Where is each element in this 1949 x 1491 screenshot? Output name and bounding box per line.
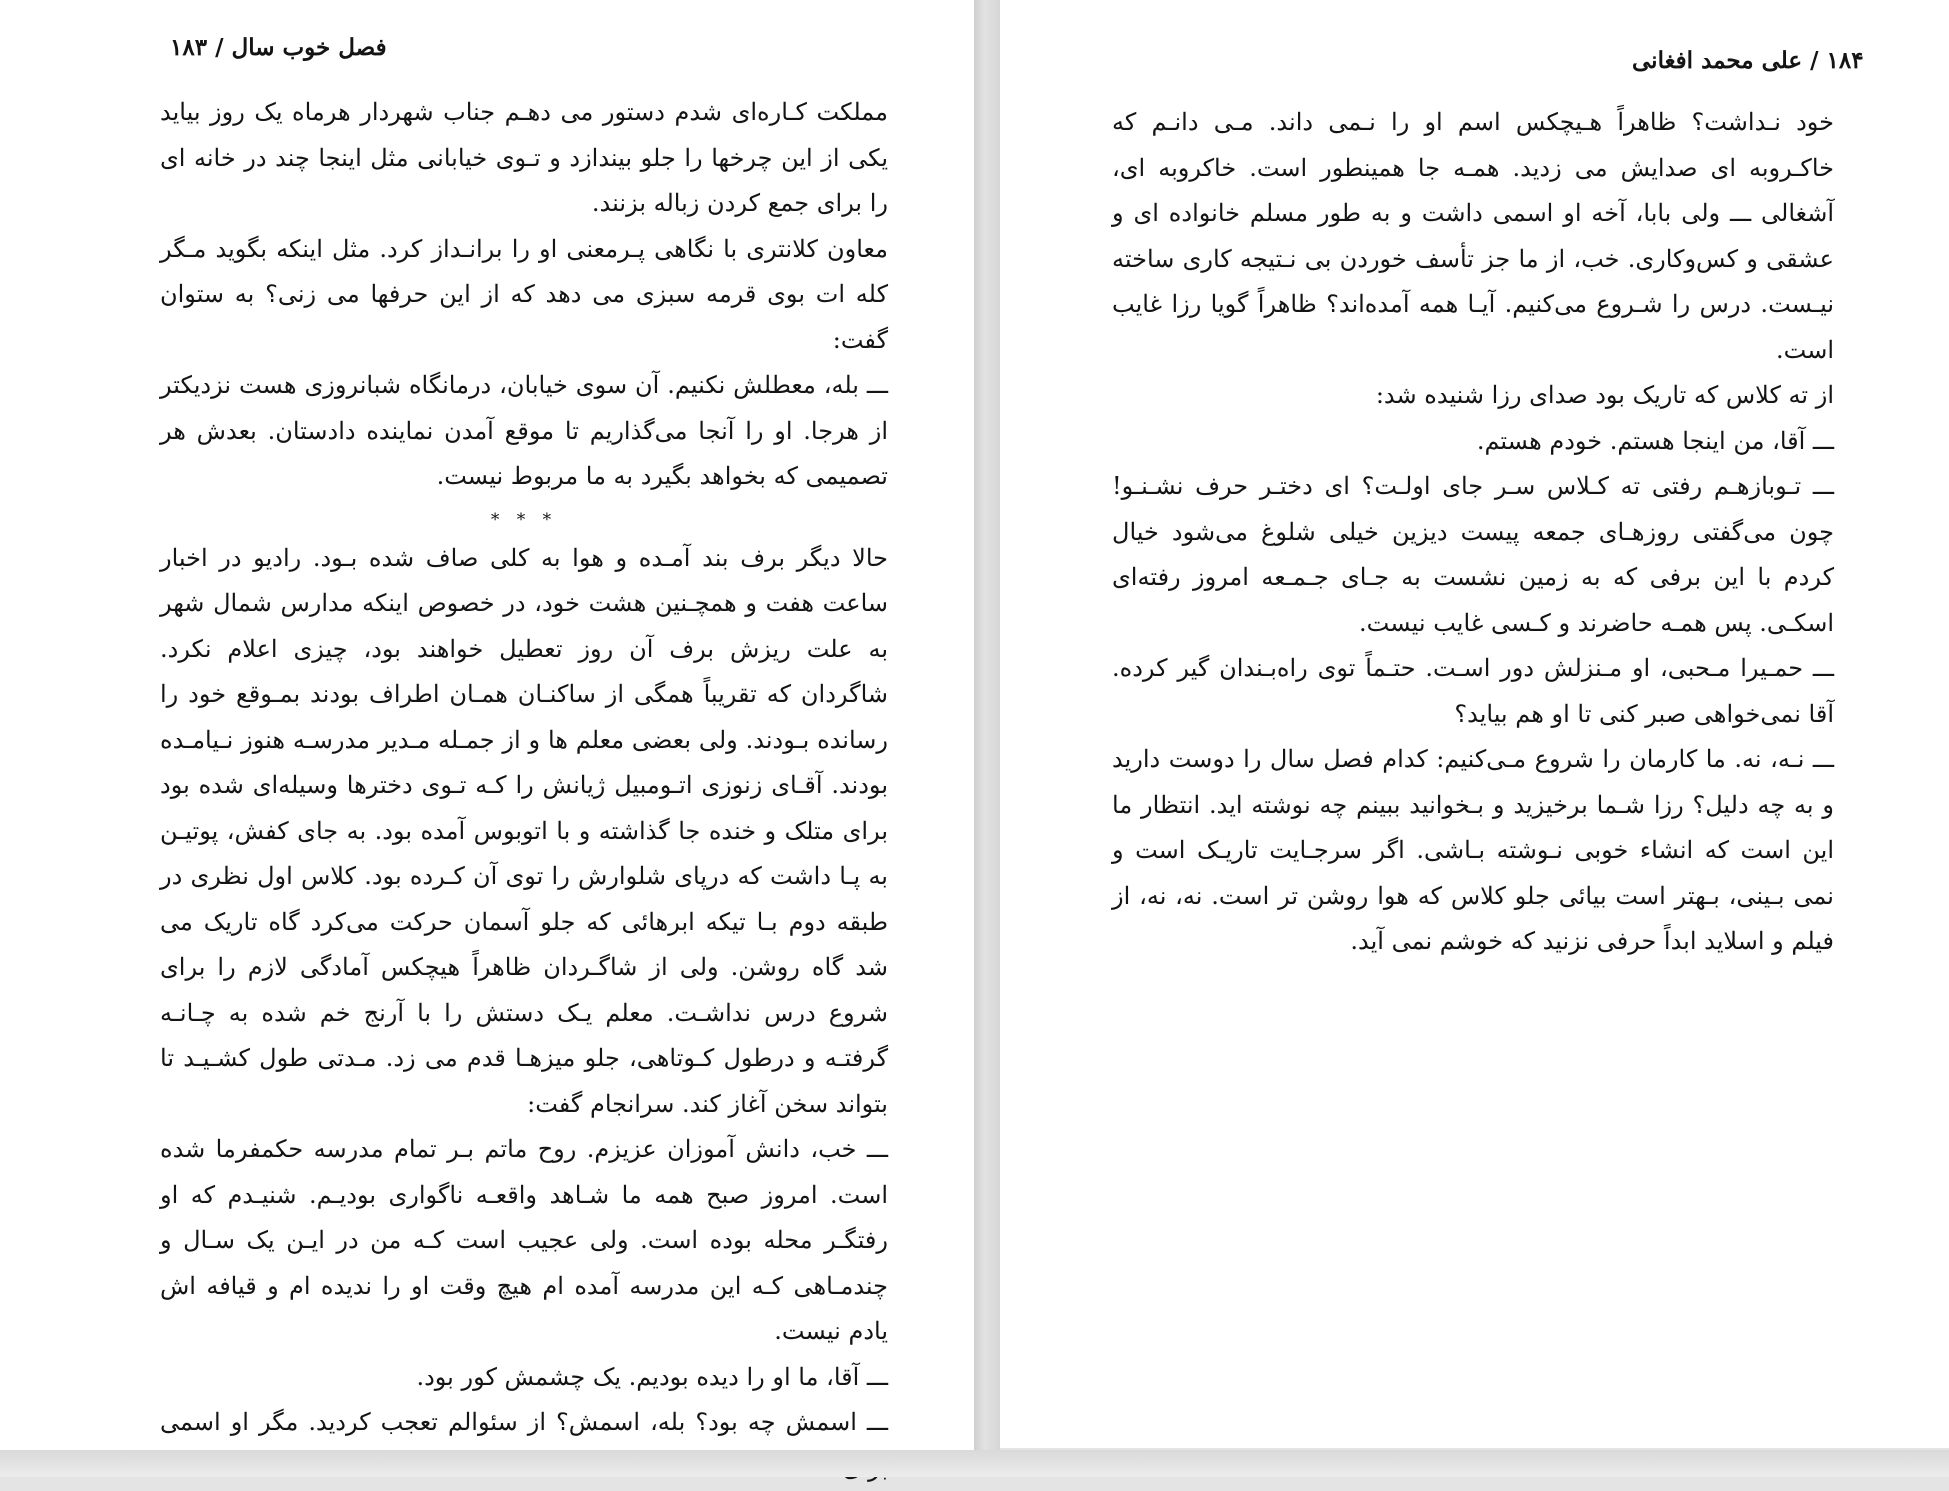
left-paragraph-5: ـــ خب، دانش آموزان عزیزم. روح ماتم بـر تمام مدرسه حکمفرما شده است. امروز صبح همه ما شـاهد واقعـه ناگواری بودیـم. شنیـدم که او رفتگـر محله بوده است. ولی عجیب است کـه من در ایـن یک سـال و چندمـاهی کـه این مدرسه آمده ام هیچ وقت او را ندیده ام و قیافه اش یادم نیست.: [160, 1135, 888, 1345]
section-separator: * * *: [490, 509, 558, 530]
right-paragraph-3: ـــ آقا، من اینجا هستم. خودم هستم.: [1476, 426, 1834, 455]
left-page-body: [160, 90, 888, 1491]
bottom-edge: [0, 1450, 1949, 1477]
right-paragraph-1: خود نـداشت؟ ظاهراً هـیچکس اسم او را نـمی داند. مـی دانـم که خاکـروبه ای صدایش می زدید. همـه جا همینطور است. خاکروبه ای، آشغالی ـــ ولی بابا، آخه او اسمی داشت و به طور مسلم خانواده ای و عشقی و کس‌وکاری. خب، از ما جز تأسف خوردن بی نـتیجه کاری ساخته نیـست. درس را شـروع می‌کنیم. آیـا همه آمده‌اند؟ ظاهراً گویا رزا غایب است.: [1112, 108, 1834, 364]
left-paragraph-3: ـــ بله، معطلش نکنیم. آن سوی خیابان، درمانگاه شبانروزی هست نزدیکتر از هرجا. او را آنجا می‌گذاریم تا موقع آمدن نماینده دادستان. بعدش هر تصمیمی که بخواهد بگیرد به ما مربوط نیست.: [160, 371, 888, 490]
left-page-header: فصل خوب سال / ۱۸۳: [170, 34, 387, 61]
left-paragraph-6: ـــ آقا، ما او را دیده بودیم. یک چشمش کور بود.: [416, 1362, 888, 1391]
right-page-header: ۱۸۴ / علی محمد افغانی: [1632, 47, 1864, 74]
left-paragraph-2: معاون کلانتری با نگاهی پـرمعنی او را برانـداز کرد. مثل اینکه بگوید مـگر کله ات بوی قرمه سبزی می دهد که از این حرفها می زنی؟ به ستوان گفت:: [160, 234, 888, 354]
book-gutter: [974, 0, 1000, 1450]
right-paragraph-5: ـــ حمـیرا مـحبی، او مـنزلش دور اسـت. حتـماً توی راه‌بـندان گیر کرده. آقا نمی‌خواهی صبر کنی تا او هم بیاید؟: [1112, 654, 1834, 728]
left-paragraph-4: حالا دیگر برف بند آمـده و هوا به کلی صاف شده بـود. رادیو در اخبار ساعت هفت و همچـنین هشت خود، در خصوص اینکه مدارس شمال شهر به علت ریزش برف آن روز تعطیل خواهند بود، چیزی اعلام نکرد. شاگردان که تقریباً همگی از ساکنـان همـان اطراف بودند بمـوقع خود را رسانده بـودند. ولی بعضی معلم ها و از جمـله مـدیر مدرسـه هنوز نـیامـده بودند. آقـای زنوزی اتـومبیل ژیانش را کـه تـوی دخترها وسیله‌ای شده بود برای متلک و خنده جا گذاشته و با اتوبوس آمده بود. به جای کفش، پوتیـن به پـا داشت که درپای شلوارش را توی آن کـرده بود. کلاس اول نظری در طبقه دوم بـا تیکه ابرهائی که جلو آسمان حرکت می‌کرد گاه تاریک می شد گاه روشن. ولی از شاگـردان ظاهراً هیچکس آمادگی لازم را برای شروع درس نداشـت. معلم یـک دستش را با آرنج خم شده به چـانـه گرفتـه و درطول کـوتاهی، جلو میزهـا قدم می زد. مـدتی طول کشـیـد تا بتواند سخن آغاز کند. سرانجام گفت:: [160, 543, 888, 1118]
right-page-body: [1112, 100, 1834, 965]
right-paragraph-4: ـــ تـوبازهـم رفتی ته کـلاس سـر جای اولـت؟ ای دختـر حرف نشـنـو! چون می‌گفتی روزهـای جمعه پیست دیزین خیلی شلوغ می‌شود خیال کردم با این برفی که به زمین نشست به جـای جـمـعه امروز رفته‌ای اسکـی. پس همـه حاضرند و کـسی غایب نیست.: [1112, 472, 1834, 637]
right-paragraph-2: از ته کلاس که تاریک بود صدای رزا شنیده شد:: [1375, 381, 1834, 409]
left-page: [0, 0, 974, 1450]
left-paragraph-1: مملکت کـاره‌ای شدم دستور می دهـم جناب شهردار هرماه یک روز بیاید یکی از این چرخها را جلو بیندازد و تـوی خیابانی مثل اینجا چند در خانه ای را برای جمع کردن زباله بزنند.: [160, 98, 889, 217]
left-paragraph-7: ـــ اسمش چه بود؟ بله، اسمش؟ از سئوالم تعجب کردید. مگر او اسمی: [160, 1408, 888, 1436]
right-page: [1000, 0, 1949, 1448]
right-paragraph-6: ـــ نـه، نه. ما کارمان را شروع مـی‌کنیم: کدام فصل سال را دوست دارید و به چه دلیل؟ رزا شـما برخیزید و بـخوانید ببینم چه نوشته اید. انتظار ما این است که انشاء خوبی نـوشته بـاشی. اگر سرجـایت تاریـک است و نمی بـینی، بـهتر است بیائی جلو کلاس که هوا روشن تر است. نه، نه، از فیلم و اسلاید ابداً حرفی نزنید که خوشم نمی آید.: [1112, 745, 1834, 955]
